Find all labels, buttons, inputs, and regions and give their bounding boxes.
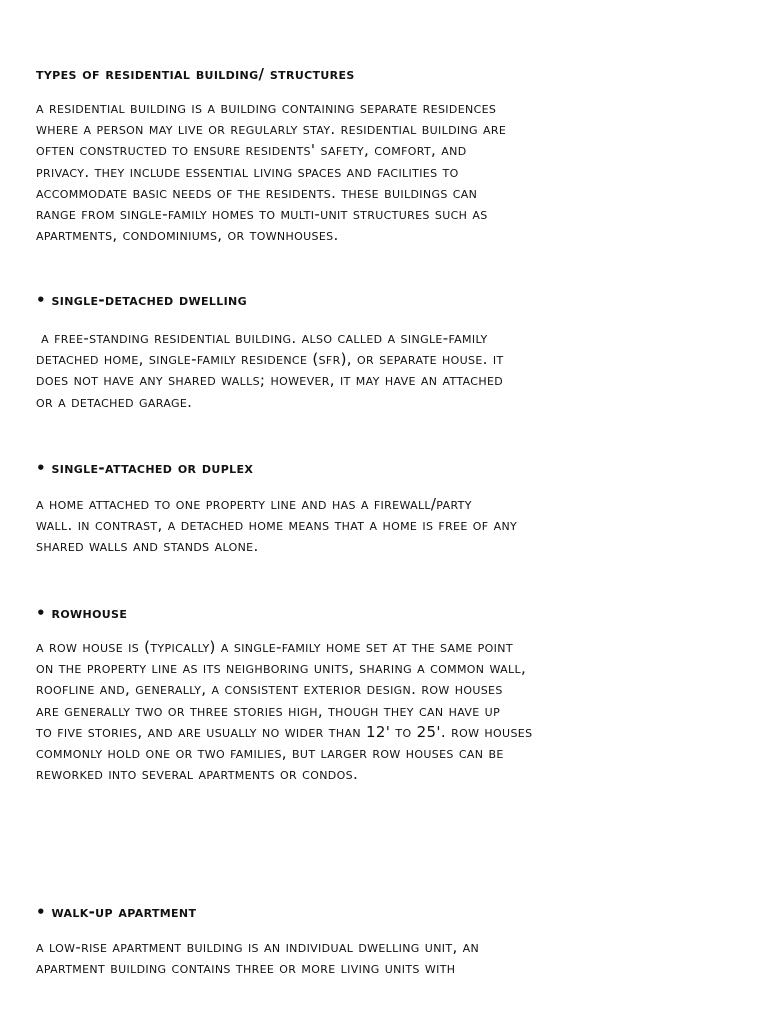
body-line: a low-rise apartment building is an individual dwelling unit, an xyxy=(36,938,480,956)
body-line: does not have any shared walls; however, it may have an attached xyxy=(36,371,504,390)
section-body-rowhouse xyxy=(36,637,736,785)
body-line: are generally two or three stories high, though they can have up xyxy=(36,701,501,720)
body-line: a row house is (typically) a single-family home set at the same point xyxy=(36,638,513,656)
section-heading-single-attached: • single-attached or duplex xyxy=(36,459,254,477)
intro-line: privacy. they include essential living spaces and facilities to xyxy=(36,162,459,181)
section-body-walk-up xyxy=(36,937,736,979)
intro-line: accommodate basic needs of the residents. these buildings can xyxy=(36,183,478,202)
body-line: apartment building contains three or more living units with xyxy=(36,959,456,978)
body-line: reworked into several apartments or condos. xyxy=(36,765,359,784)
body-line: wall. in contrast, a detached home means that a home is free of any xyxy=(36,516,518,535)
body-line: commonly hold one or two families, but larger row houses can be xyxy=(36,744,504,763)
intro-line: often constructed to ensure residents' safety, comfort, and xyxy=(36,141,467,160)
intro-line: range from single-family homes to multi-unit structures such as xyxy=(36,205,488,224)
section-heading-rowhouse: • rowhouse xyxy=(36,604,128,622)
body-line: to five stories, and are usually no wider than 12' to 25'. row houses xyxy=(36,722,533,741)
intro-line: a residential building is a building containing separate residences xyxy=(36,99,497,117)
section-body-single-detached xyxy=(36,328,736,413)
body-line: a free-standing residential building. also called a single-family xyxy=(36,329,488,347)
body-line: shared walls and stands alone. xyxy=(36,537,259,556)
body-line: a home attached to one property line and has a firewall/party xyxy=(36,495,472,513)
intro-line: apartments, condominiums, or townhouses. xyxy=(36,226,339,245)
body-line: or a detached garage. xyxy=(36,392,193,411)
section-heading-walk-up: • walk-up apartment xyxy=(36,903,197,921)
intro-line: where a person may live or regularly stay. residential building are xyxy=(36,120,507,139)
intro-paragraph xyxy=(36,98,736,246)
body-line: roofline and, generally, a consistent exterior design. row houses xyxy=(36,680,503,699)
body-line: on the property line as its neighboring units, sharing a common wall, xyxy=(36,659,527,678)
section-heading-single-detached: • single-detached dwelling xyxy=(36,291,247,309)
section-body-single-attached xyxy=(36,494,736,558)
document-title: types of residential building/ structures xyxy=(36,65,355,83)
body-line: detached home, single-family residence (sfr), or separate house. it xyxy=(36,350,504,369)
